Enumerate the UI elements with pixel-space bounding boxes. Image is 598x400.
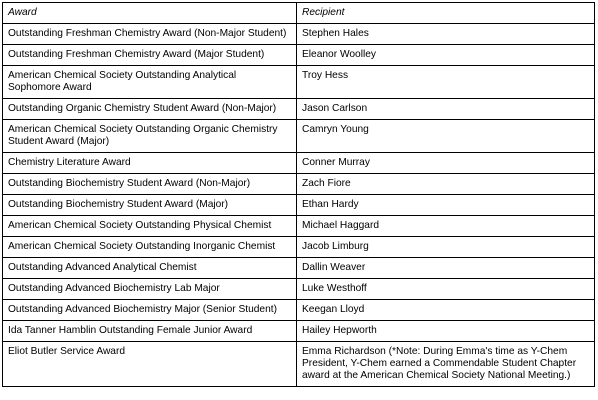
table-header-row [3,3,595,24]
award-cell: American Chemical Society Outstanding Organic Chemistry Student Award (Major) [3,120,297,153]
award-cell: Outstanding Organic Chemistry Student Award (Non-Major) [3,99,297,120]
recipient-cell: Emma Richardson (*Note: During Emma's time as Y-Chem President, Y-Chem earned a Commendable Student Chapter award at the American Chemical Society National Meeting.) [297,342,595,387]
award-cell: Outstanding Advanced Biochemistry Lab Major [3,279,297,300]
table-row [3,66,595,99]
table-row [3,153,595,174]
table-row [3,321,595,342]
recipient-cell: Dallin Weaver [297,258,595,279]
table-row [3,195,595,216]
table-row [3,279,595,300]
award-cell: Ida Tanner Hamblin Outstanding Female Junior Award [3,321,297,342]
award-cell: Chemistry Literature Award [3,153,297,174]
recipient-cell: Camryn Young [297,120,595,153]
table-row [3,99,595,120]
table-row [3,237,595,258]
award-cell: American Chemical Society Outstanding Physical Chemist [3,216,297,237]
table-row [3,45,595,66]
recipient-cell: Ethan Hardy [297,195,595,216]
award-cell: Outstanding Freshman Chemistry Award (Non-Major Student) [3,24,297,45]
awards-table [2,2,595,387]
award-column-header: Award [3,3,297,24]
table-row [3,300,595,321]
table-row [3,342,595,387]
recipient-cell: Hailey Hepworth [297,321,595,342]
award-cell: Outstanding Biochemistry Student Award (Non-Major) [3,174,297,195]
recipient-column-header: Recipient [297,3,595,24]
recipient-cell: Zach Fiore [297,174,595,195]
award-cell: Outstanding Advanced Biochemistry Major (Senior Student) [3,300,297,321]
award-cell: American Chemical Society Outstanding Analytical Sophomore Award [3,66,297,99]
recipient-cell: Jacob Limburg [297,237,595,258]
table-row [3,258,595,279]
recipient-cell: Keegan Lloyd [297,300,595,321]
table-row [3,120,595,153]
table-row [3,24,595,45]
recipient-cell: Eleanor Woolley [297,45,595,66]
recipient-cell: Stephen Hales [297,24,595,45]
award-cell: Eliot Butler Service Award [3,342,297,387]
table-row [3,174,595,195]
award-cell: American Chemical Society Outstanding Inorganic Chemist [3,237,297,258]
table-row [3,216,595,237]
recipient-cell: Jason Carlson [297,99,595,120]
recipient-cell: Troy Hess [297,66,595,99]
award-cell: Outstanding Biochemistry Student Award (Major) [3,195,297,216]
award-cell: Outstanding Freshman Chemistry Award (Major Student) [3,45,297,66]
recipient-cell: Michael Haggard [297,216,595,237]
award-cell: Outstanding Advanced Analytical Chemist [3,258,297,279]
recipient-cell: Conner Murray [297,153,595,174]
recipient-cell: Luke Westhoff [297,279,595,300]
